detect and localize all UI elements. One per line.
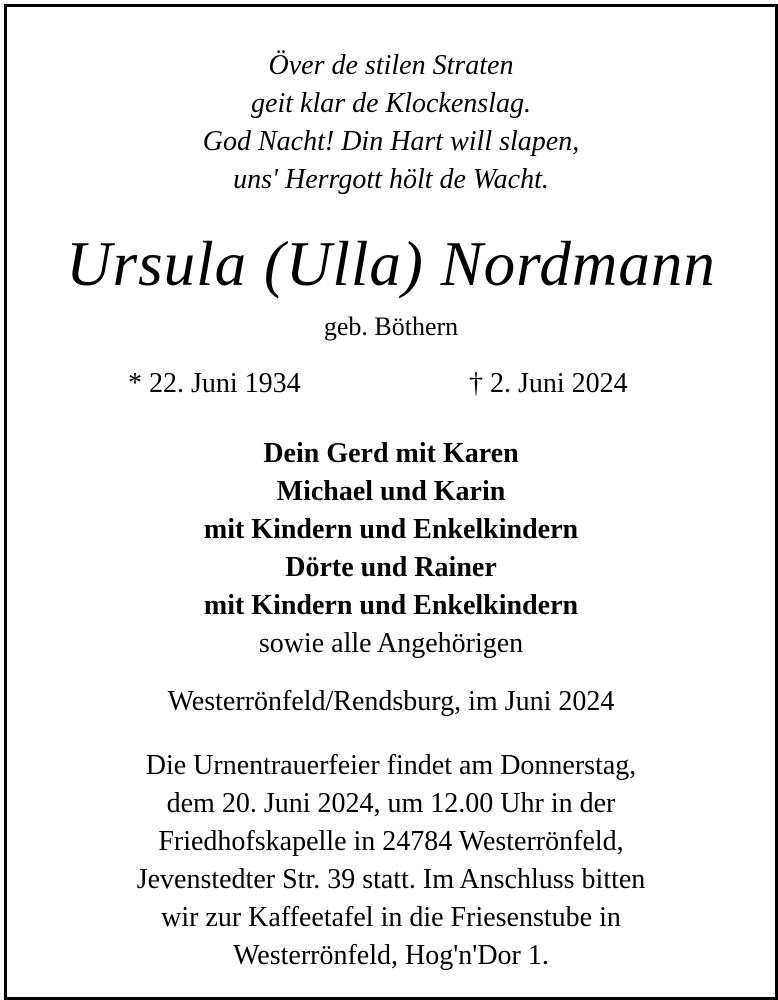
poem-line: God Nacht! Din Hart will slapen, — [202, 126, 580, 157]
poem-line: geit klar de Klockenslag. — [251, 88, 531, 119]
service-line: wir zur Kaffeetafel in die Friesenstube in — [161, 902, 621, 933]
mourner-line: Dörte und Rainer — [285, 552, 497, 583]
mourner-line: Dein Gerd mit Karen — [263, 438, 519, 469]
service-line: Die Urnentrauerfeier findet am Donnerstag, — [145, 750, 637, 781]
other-relatives: sowie alle Angehörigen — [258, 628, 524, 659]
birth-name: geb. Böthern — [323, 312, 459, 341]
poem-line: uns' Herrgott hölt de Wacht. — [233, 164, 549, 195]
obituary-border — [4, 4, 778, 1000]
service-line: Westerrönfeld, Hog'n'Dor 1. — [233, 940, 549, 971]
mourner-line: mit Kindern und Enkelkindern — [203, 514, 579, 545]
obituary-notice — [7, 7, 775, 997]
birth-date: * 22. Juni 1934 — [128, 368, 301, 399]
death-date: † 2. Juni 2024 — [469, 368, 628, 399]
mourner-line: mit Kindern und Enkelkindern — [203, 590, 579, 621]
mourner-line: Michael und Karin — [276, 476, 506, 507]
service-line: Jevenstedter Str. 39 statt. Im Anschluss bitten — [136, 864, 646, 895]
service-line: dem 20. Juni 2024, um 12.00 Uhr in der — [166, 788, 616, 819]
poem-line: Över de stilen Straten — [268, 50, 514, 81]
service-line: Friedhofskapelle in 24784 Westerrönfeld, — [158, 826, 624, 857]
deceased-name: Ursula (Ulla) Nordmann — [66, 229, 716, 299]
place-and-date: Westerrönfeld/Rendsburg, im Juni 2024 — [167, 686, 615, 717]
